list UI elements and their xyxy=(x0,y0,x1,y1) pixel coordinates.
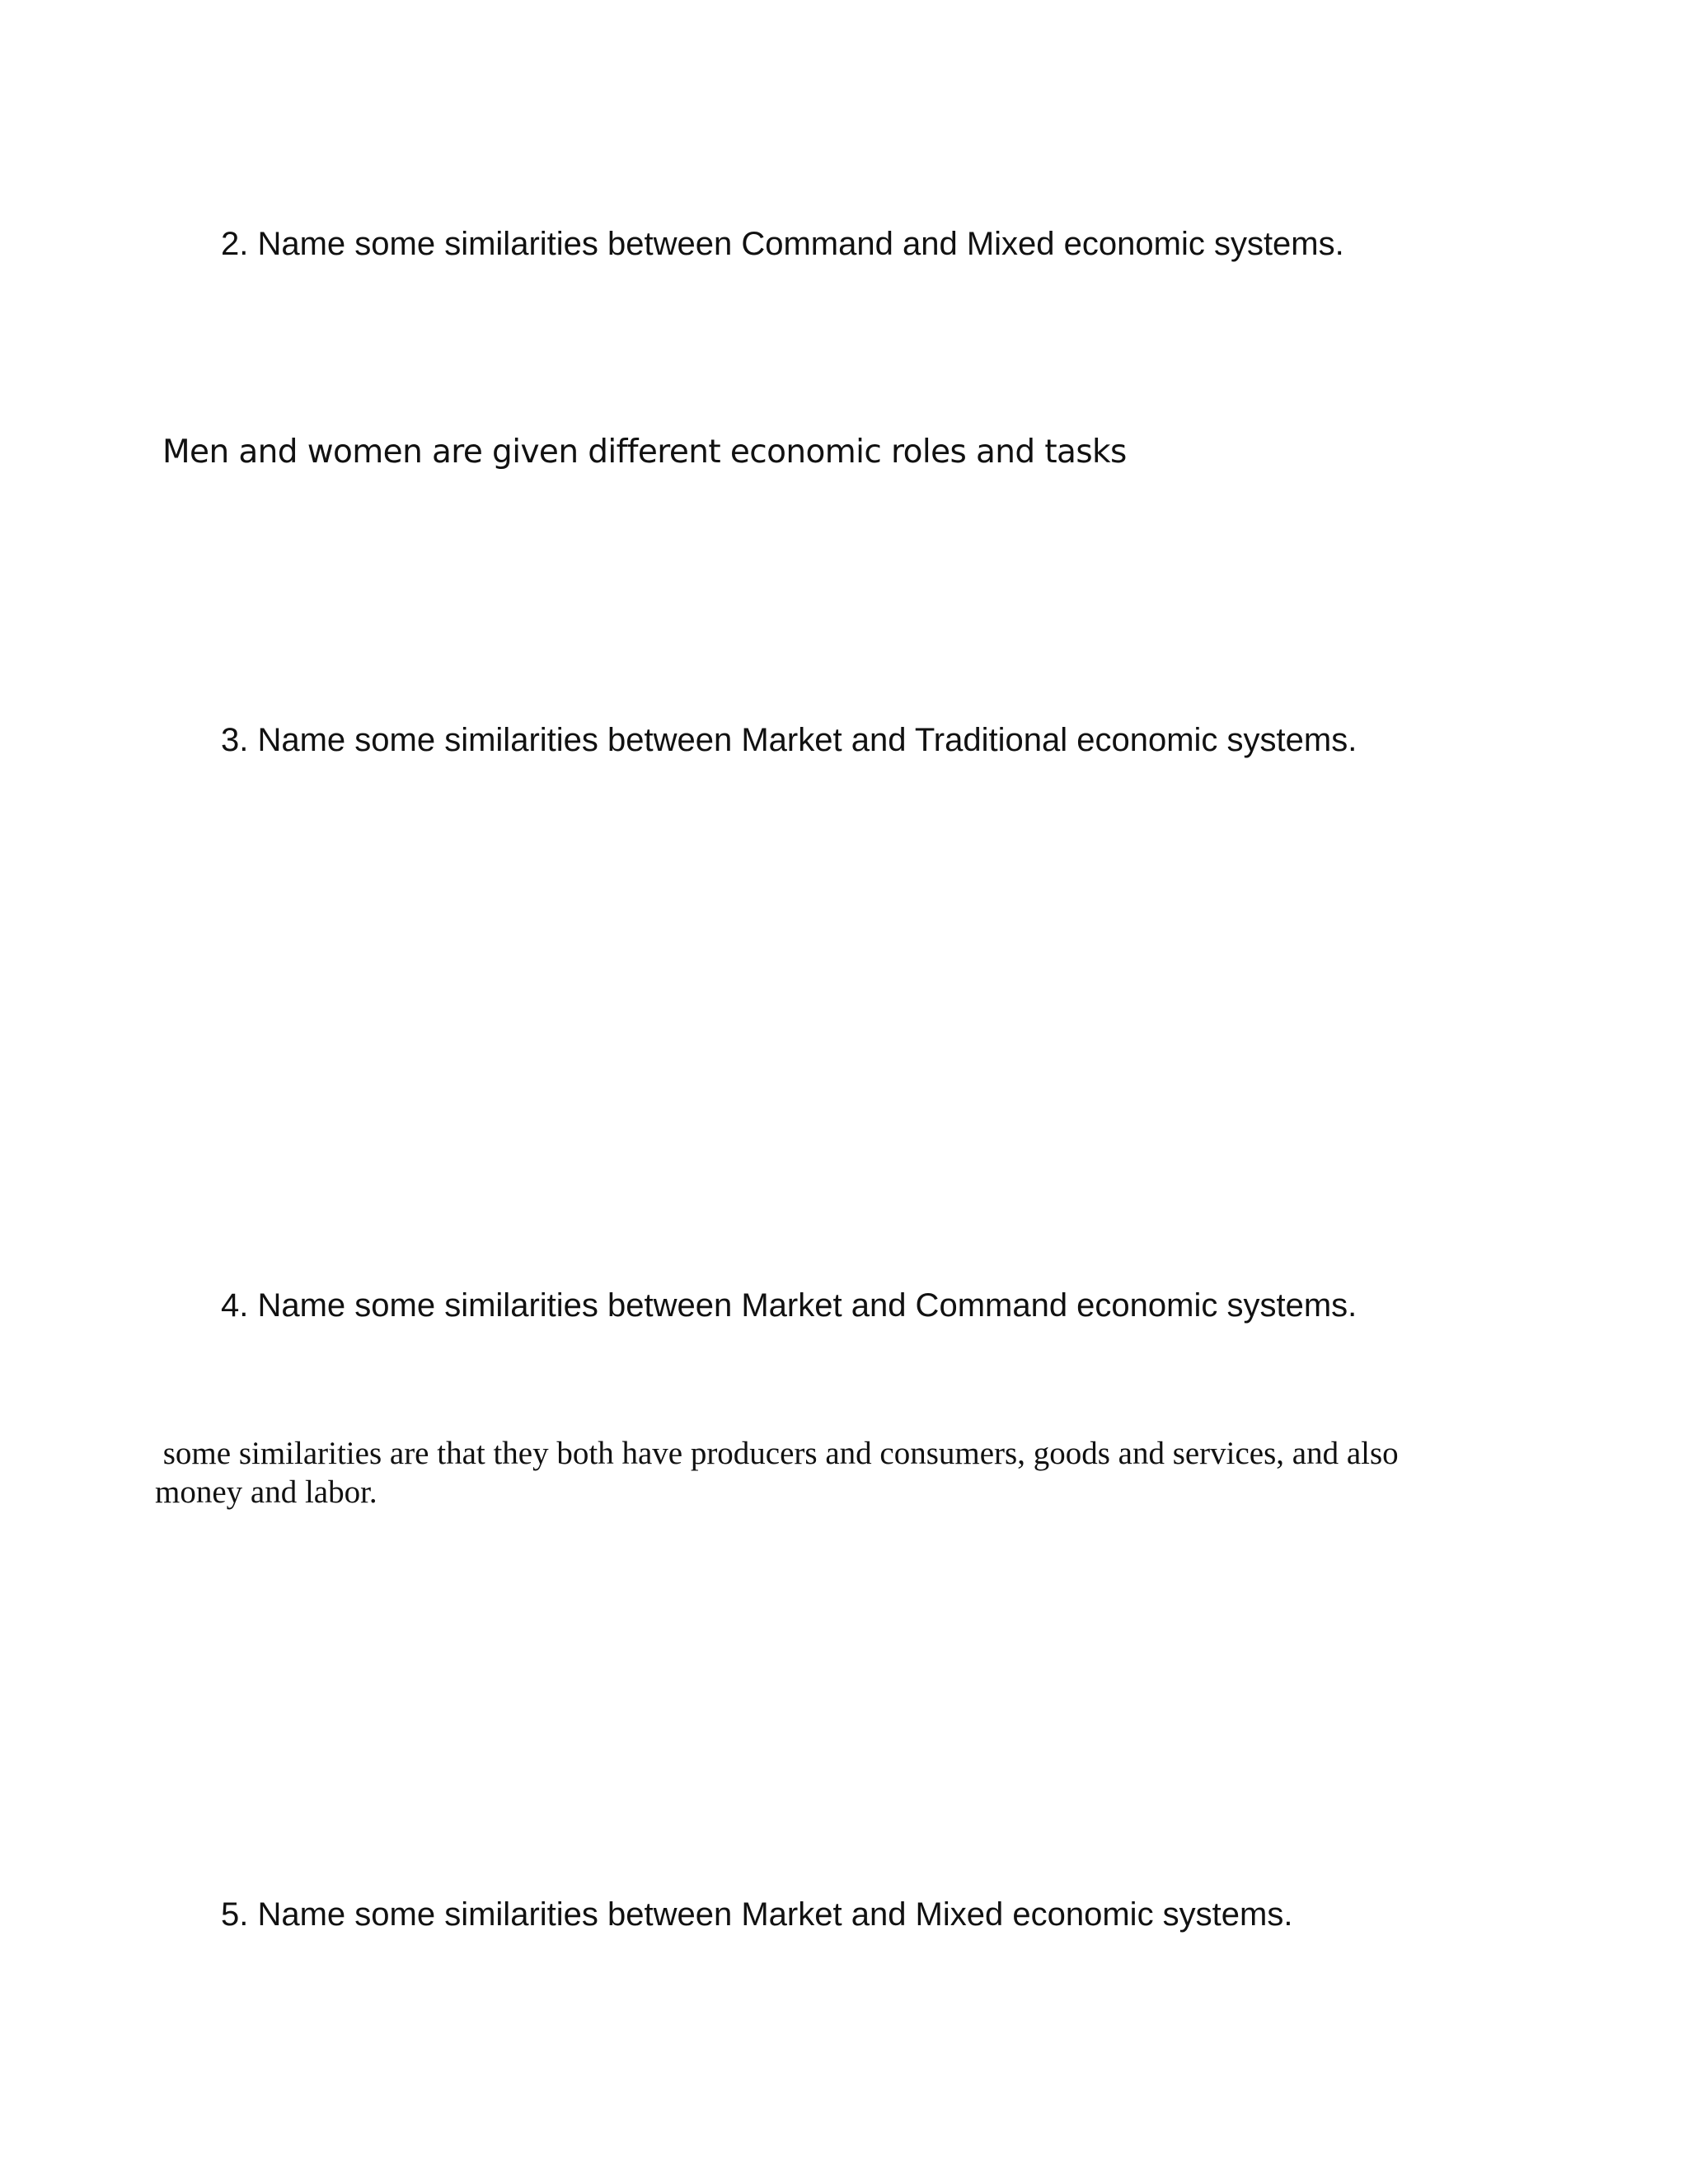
question-3: 3. Name some similarities between Market and Traditional economic systems. xyxy=(221,722,1357,758)
answer-4 xyxy=(155,1434,1474,1511)
question-4: 4. Name some similarities between Market and Command economic systems. xyxy=(221,1287,1357,1324)
question-5: 5. Name some similarities between Market and Mixed economic systems. xyxy=(221,1896,1293,1933)
answer-4-line-2: money and labor. xyxy=(155,1474,377,1510)
answer-4-line-1: some similarities are that they both have producers and consumers, goods and services, and also xyxy=(155,1436,1399,1471)
question-2: 2. Name some similarities between Command and Mixed economic systems. xyxy=(221,226,1344,262)
answer-2: Men and women are given different economic roles and tasks xyxy=(162,434,1127,471)
